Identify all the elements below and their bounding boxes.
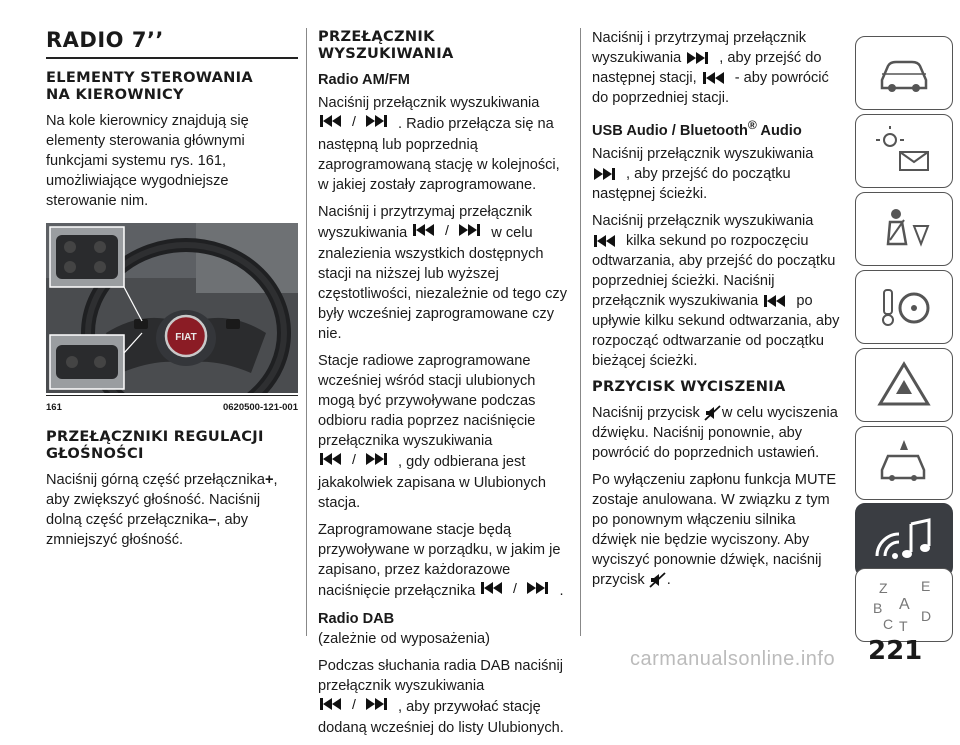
seek-back-forward-icon [318, 696, 398, 712]
seek-forward-icon [592, 166, 626, 182]
svg-text:/: / [352, 696, 356, 712]
steering-wheel-figure [46, 223, 298, 393]
sidebar-tab-dashboard[interactable] [855, 114, 953, 188]
figure-number: 161 [46, 402, 62, 413]
svg-text:/: / [513, 580, 518, 596]
index-letter: D [921, 608, 932, 624]
svg-text:/: / [445, 222, 450, 238]
column-right [592, 28, 844, 597]
seek-forward-icon [685, 50, 719, 66]
column-divider [306, 28, 307, 636]
car-icon [874, 50, 934, 96]
volume-paragraph: Naciśnij górną część przełącznika+, aby zwiększyć głośność. Naciśnij dolną część przełącznika–, aby zmniejszyć głośność. [46, 472, 278, 548]
dab-availability-note: (zależnie od wyposażenia) [318, 631, 490, 647]
intro-paragraph: Na kole kierownicy znajdują się elementy sterowania głównymi funkcjami systemu rys. 161, umożliwiające wygodniejsze sterowanie nim. [46, 113, 249, 209]
seek-back-icon [592, 233, 626, 249]
mute-icon [704, 404, 722, 422]
seatbelt-icon [874, 204, 934, 254]
seek-back-forward-icon [318, 451, 398, 467]
alphabet-index-icon [869, 577, 939, 633]
seek-back-forward-icon [479, 580, 559, 596]
subheading-usb-bluetooth: USB Audio / Bluetooth® Audio [592, 118, 802, 139]
paragraph: Naciśnij przełącznik wyszukiwania / . Radio przełącza się na następną lub poprzednią zaprogramowaną stację w kolejności, w jakiej zostały zaprogramowane. [318, 95, 560, 193]
section-title-steering-controls: ELEMENTY STEROWANIA NA KIEROWNICY [46, 69, 253, 103]
index-letter: C [883, 616, 894, 632]
minus-symbol: – [208, 512, 217, 528]
paragraph: Naciśnij przełącznik wyszukiwania kilka sekund po rozpoczęciu odtwarzania, aby przejść do początku poprzedniej ścieżki. Naciśnij przełącznik wyszukiwania po upływie kilku sekund odtwarzania, aby rozpocząć odtwarzanie od początku bieżącej ścieżki. [592, 212, 840, 369]
paragraph: Naciśnij i przytrzymaj przełącznik wyszukiwania , aby przejść do następnej stacji, - aby powrócić do poprzedniej stacji. [592, 30, 829, 106]
svg-text:/: / [352, 113, 356, 129]
watermark: carmanualsonline.info [630, 648, 836, 670]
figure-code: 0620500-121-001 [222, 402, 298, 413]
paragraph: Naciśnij przycisk w celu wyciszenia dźwięku. Naciśnij ponownie, aby powrócić do poprzednich ustawień. [592, 404, 838, 461]
seek-back-icon [701, 70, 735, 86]
index-letter: T [899, 618, 908, 633]
index-letter: B [873, 600, 883, 616]
figure-caption [46, 395, 298, 418]
index-letter: Z [879, 580, 888, 596]
key-steering-icon [874, 282, 934, 332]
seek-pair-icon [479, 580, 559, 602]
sidebar-tab-starting-driving[interactable] [855, 270, 953, 344]
column-left [46, 28, 298, 557]
paragraph: Podczas słuchania radia DAB naciśnij przełącznik wyszukiwania / , aby przywołać stację dodaną wcześniej do listy Ulubionych. [318, 658, 564, 736]
column-divider [580, 28, 581, 636]
mute-icon [649, 571, 667, 589]
page-number: 221 [868, 636, 923, 666]
column-middle [318, 28, 568, 745]
subheading-am-fm: Radio AM/FM [318, 72, 410, 88]
warning-lights-icon [874, 126, 934, 176]
paragraph: Po wyłączeniu zapłonu funkcja MUTE zostaje anulowana. W związku z tym po ponownym włączeniu silnika dźwięk nie będzie wyciszony. Aby wyciszyć ponownie dźwięk, naciśnij przycisk . [592, 471, 837, 588]
section-title-mute: PRZYCISK WYCISZENIA [592, 377, 786, 395]
steering-wheel-illustration [46, 223, 298, 393]
seek-back-icon [762, 293, 796, 309]
sidebar-tab-emergency[interactable] [855, 348, 953, 422]
paragraph: Naciśnij i przytrzymaj przełącznik wyszukiwania / w celu znalezienia wszystkich dostępnych stacji na niższej lub wyższej częstotliwości, niezależnie od tego czy były wcześniej zaprogramowane czy nie. [318, 204, 568, 342]
multimedia-icon [869, 512, 939, 568]
seek-pair-icon [318, 113, 398, 135]
seek-back-forward-icon [318, 113, 398, 129]
sidebar-tab-maintenance[interactable] [855, 426, 953, 500]
sidebar-tab-safety[interactable] [855, 192, 953, 266]
seek-pair-icon [411, 222, 491, 244]
subheading-dab: Radio DAB [318, 611, 395, 627]
chapter-rule [46, 57, 298, 59]
sidebar-tab-vehicle[interactable] [855, 36, 953, 110]
index-letter: E [921, 578, 931, 594]
emergency-triangle-icon [874, 360, 934, 410]
section-title-volume: PRZEŁĄCZNIKI REGULACJI GŁOŚNOŚCI [46, 428, 264, 462]
plus-symbol: + [265, 472, 274, 488]
seek-back-forward-icon [411, 222, 491, 238]
fiat-logo: FIAT [175, 332, 197, 343]
sidebar-tab-index[interactable] [855, 568, 953, 642]
sidebar-tab-multimedia[interactable] [855, 503, 953, 577]
section-title-seek: PRZEŁĄCZNIK WYSZUKIWANIA [318, 28, 454, 62]
svg-text:/: / [352, 451, 356, 467]
paragraph: Zaprogramowane stacje będą przywoływane w porządku, w jakim je zapisano, przez każdorazowe naciśnięcie przełącznika / . [318, 520, 568, 602]
seek-pair-icon [318, 451, 398, 473]
paragraph: Stacje radiowe zaprogramowane wcześniej wśród stacji ulubionych mogą być przywoływane podczas odbioru radia poprzez naciśnięcie przełącznika wyszukiwania / , gdy odbierana jest jakakolwiek zapisana w Ulubionych stacja. [318, 353, 546, 511]
paragraph: Naciśnij przełącznik wyszukiwania , aby przejść do początku następnej ścieżki. [592, 145, 814, 202]
maintenance-car-icon [874, 438, 934, 488]
registered-mark: ® [747, 118, 757, 132]
seek-pair-icon [318, 696, 398, 718]
index-letter: A [899, 596, 910, 613]
chapter-title: RADIO 7’’ [46, 28, 164, 52]
